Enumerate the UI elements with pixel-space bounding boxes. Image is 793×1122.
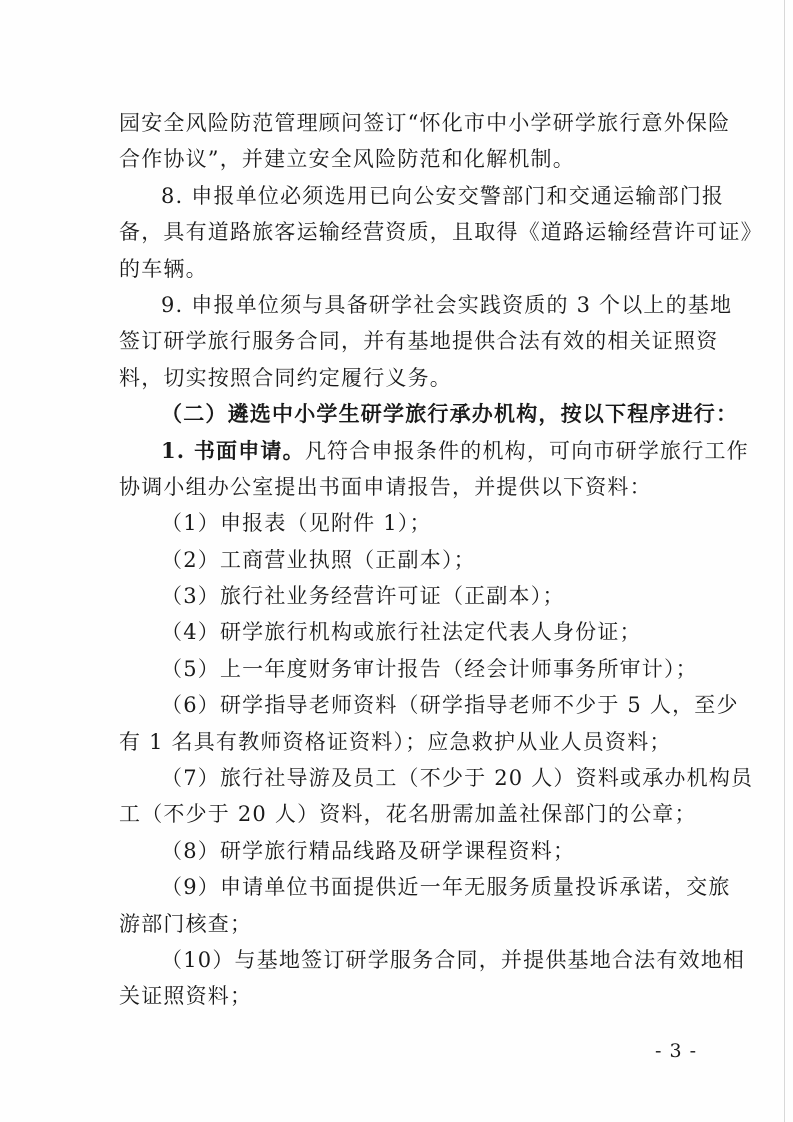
list-item-continuation: 关证照资料； [119,984,253,1009]
list-item: （3）旅行社业务经营许可证（正副本）； [161,584,565,609]
section-heading: （二）遴选中小学生研学旅行承办机构，按以下程序进行： [161,401,739,427]
paragraph-line: 协调小组办公室提出书面申请报告，并提供以下资料： [119,474,652,499]
paragraph-text: 凡符合申报条件的机构，可向市研学旅行工作 [304,438,749,463]
paragraph-line: 园安全风险防范管理顾问签订“怀化市中小学研学旅行意外保险 [119,111,731,135]
paragraph-line: 8. 申报单位必须选用已向公安交警部门和交通运输部门报 [161,183,725,208]
list-item: （4）研学旅行机构或旅行社法定代表人身份证； [161,620,642,645]
list-item: （6）研学指导老师资料（研学指导老师不少于 5 人，至少 [161,693,739,718]
page-number: - 3 - [654,1040,697,1062]
list-item: （2）工商营业执照（正副本）； [161,547,476,572]
page-edge-line [784,0,785,1122]
list-item: （7）旅行社导游及员工（不少于 20 人）资料或承办机构员 [161,766,754,791]
list-item-continuation: 游部门核查； [119,911,253,936]
list-item: （9）申请单位书面提供近一年无服务质量投诉承诺，交旅 [161,875,731,900]
paragraph-line: 9. 申报单位须与具备研学社会实践资质的 3 个以上的基地 [161,292,733,317]
list-item: （1）申报表（见附件 1）； [161,511,432,536]
list-item-continuation: 工（不少于 20 人）资料，花名册需加盖社保部门的公章； [119,802,697,827]
paragraph-line: 合作协议”，并建立安全风险防范和化解机制。 [119,147,575,172]
list-item: （5）上一年度财务审计报告（经会计师事务所审计）； [161,656,698,681]
document-body [119,105,763,1015]
paragraph-line: 签订研学旅行服务合同，并有基地提供合法有效的相关证照资 [119,329,719,354]
paragraph-line: 的车辆。 [119,256,208,281]
paragraph-line: 备，具有道路旅客运输经营资质，且取得《道路运输经营许可证》 [119,220,763,245]
subheading-label: 1. 书面申请。 [161,437,305,463]
list-item: （8）研学旅行精品线路及研学课程资料； [161,838,576,863]
list-item: （10）与基地签订研学服务合同，并提供基地合法有效地相 [161,947,746,972]
list-item-continuation: 有 1 名具有教师资格证资料）；应急救护从业人员资料； [119,729,672,754]
paragraph-line [119,433,749,469]
paragraph-line: 料，切实按照合同约定履行义务。 [119,365,452,390]
